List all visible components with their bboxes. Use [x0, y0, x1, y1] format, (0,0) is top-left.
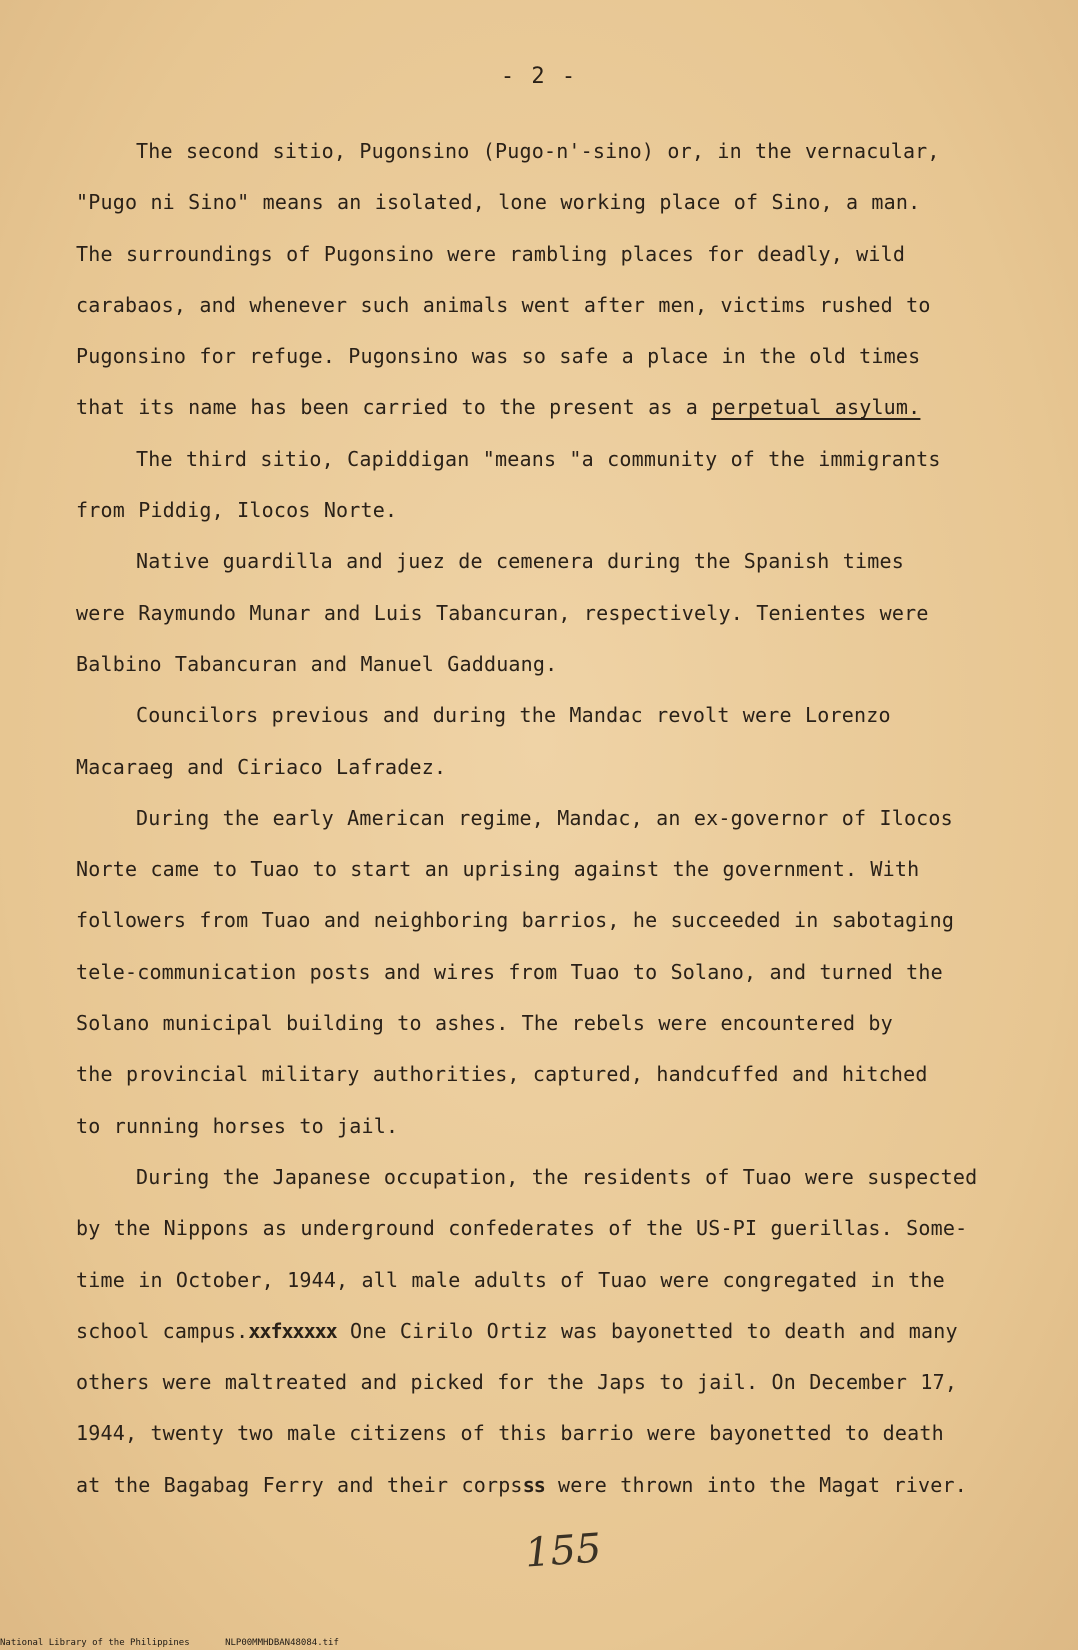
text-fragment: were thrown into the Magat river. [544, 1472, 967, 1497]
text-line: Councilors previous and during the Mandac revolt were Lorenzo [136, 703, 891, 728]
footer-file-id: NLP00MMHDBAN48084.tif [225, 1638, 339, 1648]
struck-out-text: ss [522, 1472, 545, 1497]
page-number: - 2 - [500, 64, 578, 89]
text-line: the provincial military authorities, captured, handcuffed and hitched [76, 1062, 928, 1087]
handwritten-page-number: 155 [523, 1525, 603, 1577]
text-line: Solano municipal building to ashes. The rebels were encountered by [76, 1011, 893, 1036]
text-line [76, 1460, 1036, 1511]
text-line: During the Japanese occupation, the residents of Tuao were suspected [136, 1164, 978, 1189]
text-line: Pugonsino for refuge. Pugonsino was so safe a place in the old times [76, 344, 921, 369]
text-line: from Piddig, Ilocos Norte. [76, 498, 398, 523]
text-line: by the Nippons as underground confederates of the US-PI guerillas. Some- [76, 1216, 968, 1241]
text-line: Macaraeg and Ciriaco Lafradez. [76, 754, 447, 779]
text-line: 1944, twenty two male citizens of this barrio were bayonetted to death [76, 1421, 944, 1446]
struck-out-text: xxfxxxxx [248, 1318, 337, 1343]
text-line: followers from Tuao and neighboring barrios, he succeeded in sabotaging [76, 908, 955, 933]
text-line: carabaos, and whenever such animals went after men, victims rushed to [76, 292, 931, 317]
text-line: The third sitio, Capiddigan "means "a community of the immigrants [136, 446, 941, 471]
text-line: Balbino Tabancuran and Manuel Gadduang. [76, 651, 558, 676]
text-fragment: at the Bagabag Ferry and their corps [76, 1472, 523, 1497]
text-line: others were maltreated and picked for the Japs to jail. On December 17, [76, 1370, 958, 1395]
text-line [76, 382, 1036, 433]
text-line: Norte came to Tuao to start an uprising against the government. With [76, 857, 920, 882]
text-line: to running horses to jail. [76, 1113, 399, 1138]
text-fragment: school campus. [76, 1318, 249, 1343]
text-line [76, 1306, 1036, 1357]
body-text [76, 126, 1036, 1511]
text-line: time in October, 1944, all male adults of Tuao were congregated in the [76, 1267, 945, 1292]
text-line: "Pugo ni Sino" means an isolated, lone working place of Sino, a man. [76, 190, 921, 215]
text-line: The surroundings of Pugonsino were rambling places for deadly, wild [76, 241, 906, 266]
text-fragment: that its name has been carried to the present as a [76, 395, 699, 420]
text-line: Native guardilla and juez de cemenera during the Spanish times [136, 549, 904, 574]
footer-library: National Library of the Philippines [0, 1638, 190, 1648]
text-line: During the early American regime, Mandac, an ex-governor of Ilocos [136, 805, 953, 830]
text-fragment: One Cirilo Ortiz was bayonetted to death and many [336, 1318, 958, 1343]
text-line: were Raymundo Munar and Luis Tabancuran, respectively. Tenientes were [76, 600, 929, 625]
underlined-phrase: perpetual asylum. [711, 395, 921, 420]
scan-footer [0, 1638, 1078, 1648]
text-line: The second sitio, Pugonsino (Pugo-n'-sino) or, in the vernacular, [136, 139, 940, 163]
text-line: tele-communication posts and wires from Tuao to Solano, and turned the [76, 959, 943, 984]
